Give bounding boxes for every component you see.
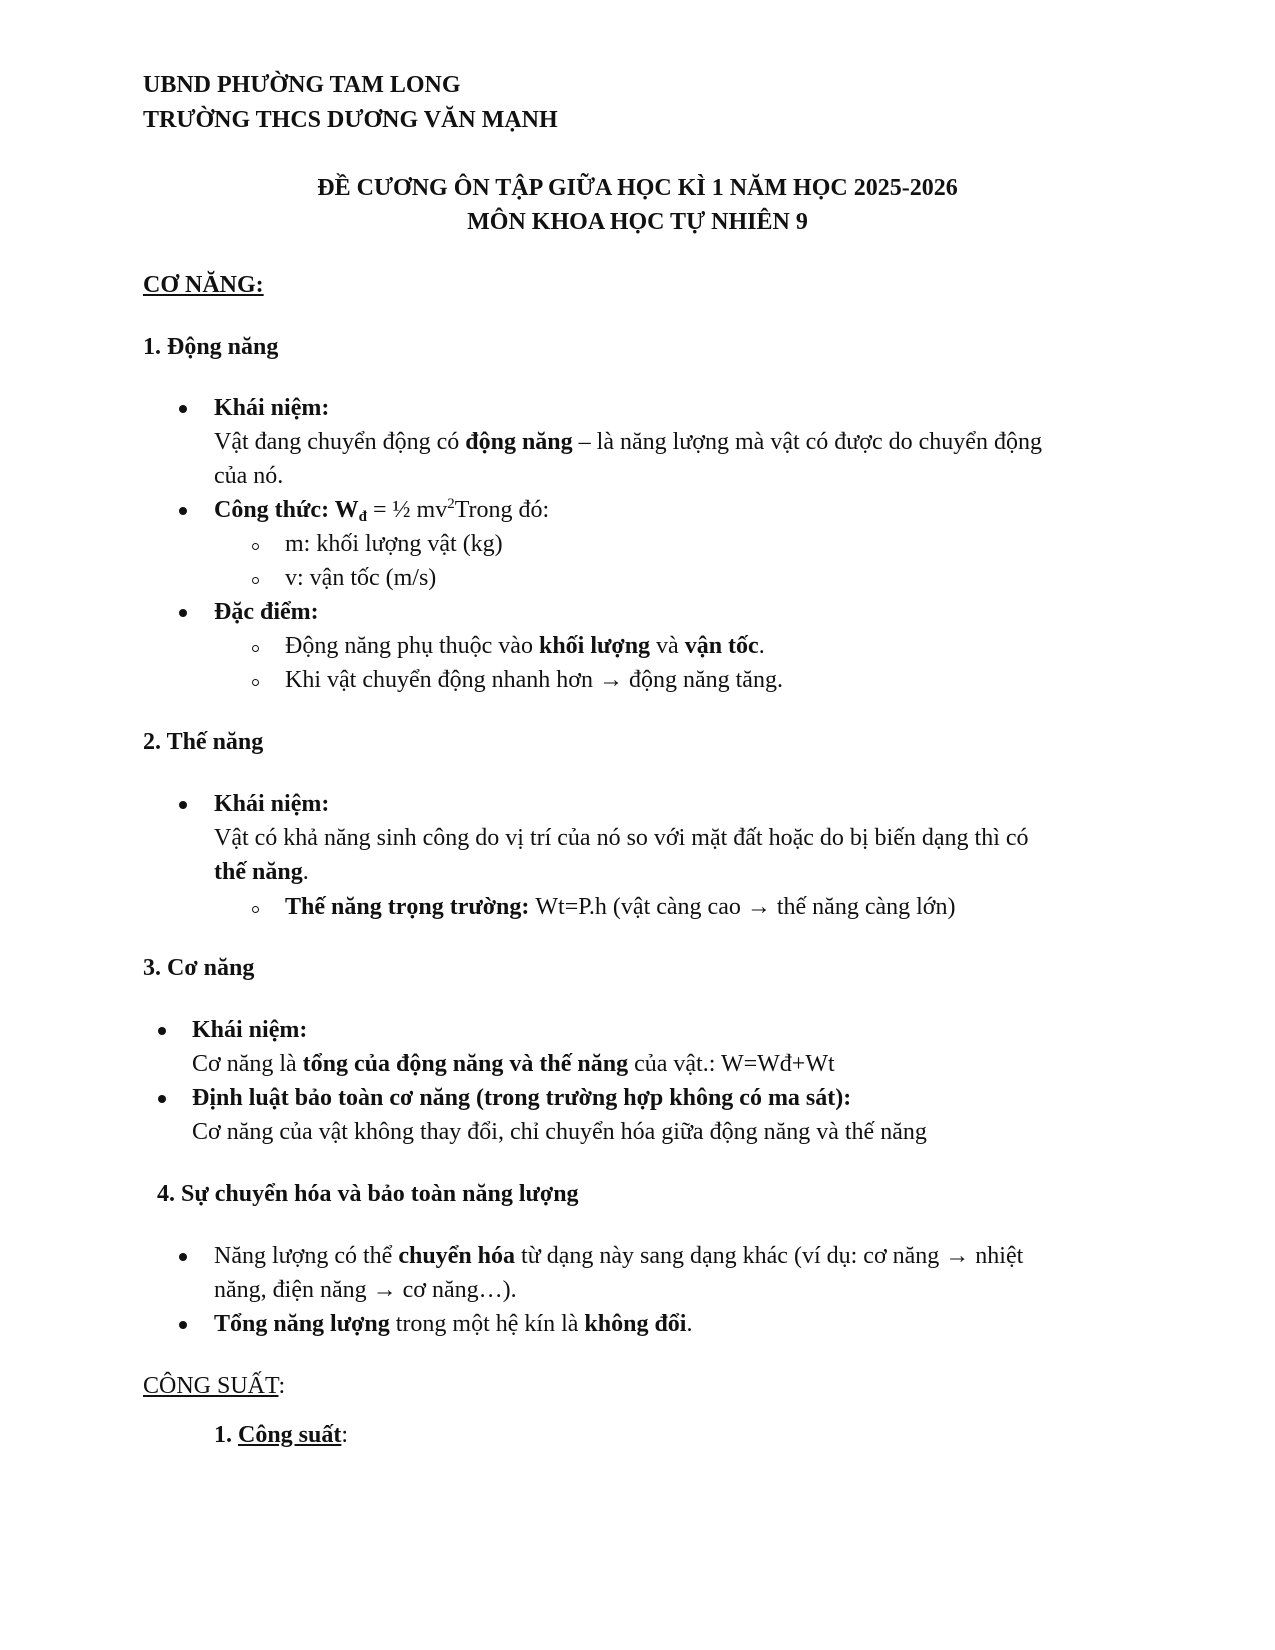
bullet-icon bbox=[179, 1253, 187, 1261]
dong-nang-dac-diem-label: Đặc điểm: bbox=[214, 599, 319, 625]
dinh-luat-label: Định luật bảo toàn cơ năng (trong trường hợp không có ma sát): bbox=[192, 1085, 852, 1111]
formula-var-m: m: khối lượng vật (kg) bbox=[285, 531, 503, 557]
section-heading-cong-suat: CÔNG SUẤT: bbox=[143, 1373, 286, 1399]
subsection-heading-the-nang: 2. Thế năng bbox=[143, 729, 264, 755]
co-nang-khai-niem-text: Cơ năng là tổng của động năng và thế năng của vật.: W=Wđ+Wt bbox=[192, 1051, 835, 1077]
the-nang-khai-niem-text: Vật có khả năng sinh công do vị trí của nó so với mặt đất hoặc do bị biến dạng thì có bbox=[214, 825, 1029, 851]
subsection-heading-chuyen-hoa: 4. Sự chuyển hóa và bảo toàn năng lượng bbox=[157, 1181, 579, 1207]
chuyen-hoa-item-2: Tổng năng lượng trong một hệ kín là không đổi. bbox=[214, 1311, 693, 1337]
chuyen-hoa-item-1: Năng lượng có thể chuyển hóa từ dạng này sang dạng khác (ví dụ: cơ năng → nhiệt bbox=[214, 1243, 1024, 1269]
dong-nang-khai-niem-text: Vật đang chuyển động có động năng – là năng lượng mà vật có được do chuyển động bbox=[214, 429, 1042, 455]
dac-diem-item-1: Động năng phụ thuộc vào khối lượng và vận tốc. bbox=[285, 633, 765, 659]
bullet-icon bbox=[179, 507, 187, 515]
bullet-icon bbox=[179, 405, 187, 413]
sub-bullet-icon bbox=[252, 645, 259, 652]
document-title: ĐỀ CƯƠNG ÔN TẬP GIỮA HỌC KÌ 1 NĂM HỌC 2025-2026 bbox=[317, 175, 958, 201]
subsection-heading-co-nang: 3. Cơ năng bbox=[143, 955, 255, 981]
subsection-heading-dong-nang: 1. Động năng bbox=[143, 334, 279, 360]
org-name-line1: UBND PHƯỜNG TAM LONG bbox=[143, 72, 461, 98]
bullet-icon bbox=[179, 1321, 187, 1329]
bullet-icon bbox=[158, 1027, 166, 1035]
sub-bullet-icon bbox=[252, 906, 259, 913]
sub-bullet-icon bbox=[252, 577, 259, 584]
the-nang-trong-truong: Thế năng trọng trường: Wt=P.h (vật càng cao → thế năng càng lớn) bbox=[285, 894, 956, 920]
sub-bullet-icon bbox=[252, 543, 259, 550]
chuyen-hoa-item-1-cont: năng, điện năng → cơ năng…). bbox=[214, 1277, 517, 1303]
co-nang-khai-niem-label: Khái niệm: bbox=[192, 1017, 308, 1043]
dinh-luat-text: Cơ năng của vật không thay đổi, chỉ chuyển hóa giữa động năng và thế năng bbox=[192, 1119, 927, 1145]
dac-diem-item-2: Khi vật chuyển động nhanh hơn → động năng tăng. bbox=[285, 667, 783, 693]
dong-nang-formula: Công thức: $W_đ$ = ½ $mv^2Trong$ đó: bbox=[214, 496, 550, 525]
sub-bullet-icon bbox=[252, 679, 259, 686]
section-heading-co-nang: CƠ NĂNG: bbox=[143, 272, 264, 298]
bullet-icon bbox=[179, 609, 187, 617]
org-name-line2: TRƯỜNG THCS DƯƠNG VĂN MẠNH bbox=[143, 107, 558, 133]
formula-var-v: v: vận tốc (m/s) bbox=[285, 565, 437, 591]
the-nang-khai-niem-text-cont: thế năng. bbox=[214, 859, 309, 885]
the-nang-khai-niem-label: Khái niệm: bbox=[214, 791, 330, 817]
dong-nang-khai-niem-label: Khái niệm: bbox=[214, 395, 330, 421]
document-subtitle: MÔN KHOA HỌC TỰ NHIÊN 9 bbox=[467, 209, 808, 235]
dong-nang-khai-niem-text-cont: của nó. bbox=[214, 463, 284, 489]
bullet-icon bbox=[158, 1095, 166, 1103]
subsection-heading-cong-suat: 1. Công suất: bbox=[214, 1422, 349, 1448]
bullet-icon bbox=[179, 801, 187, 809]
